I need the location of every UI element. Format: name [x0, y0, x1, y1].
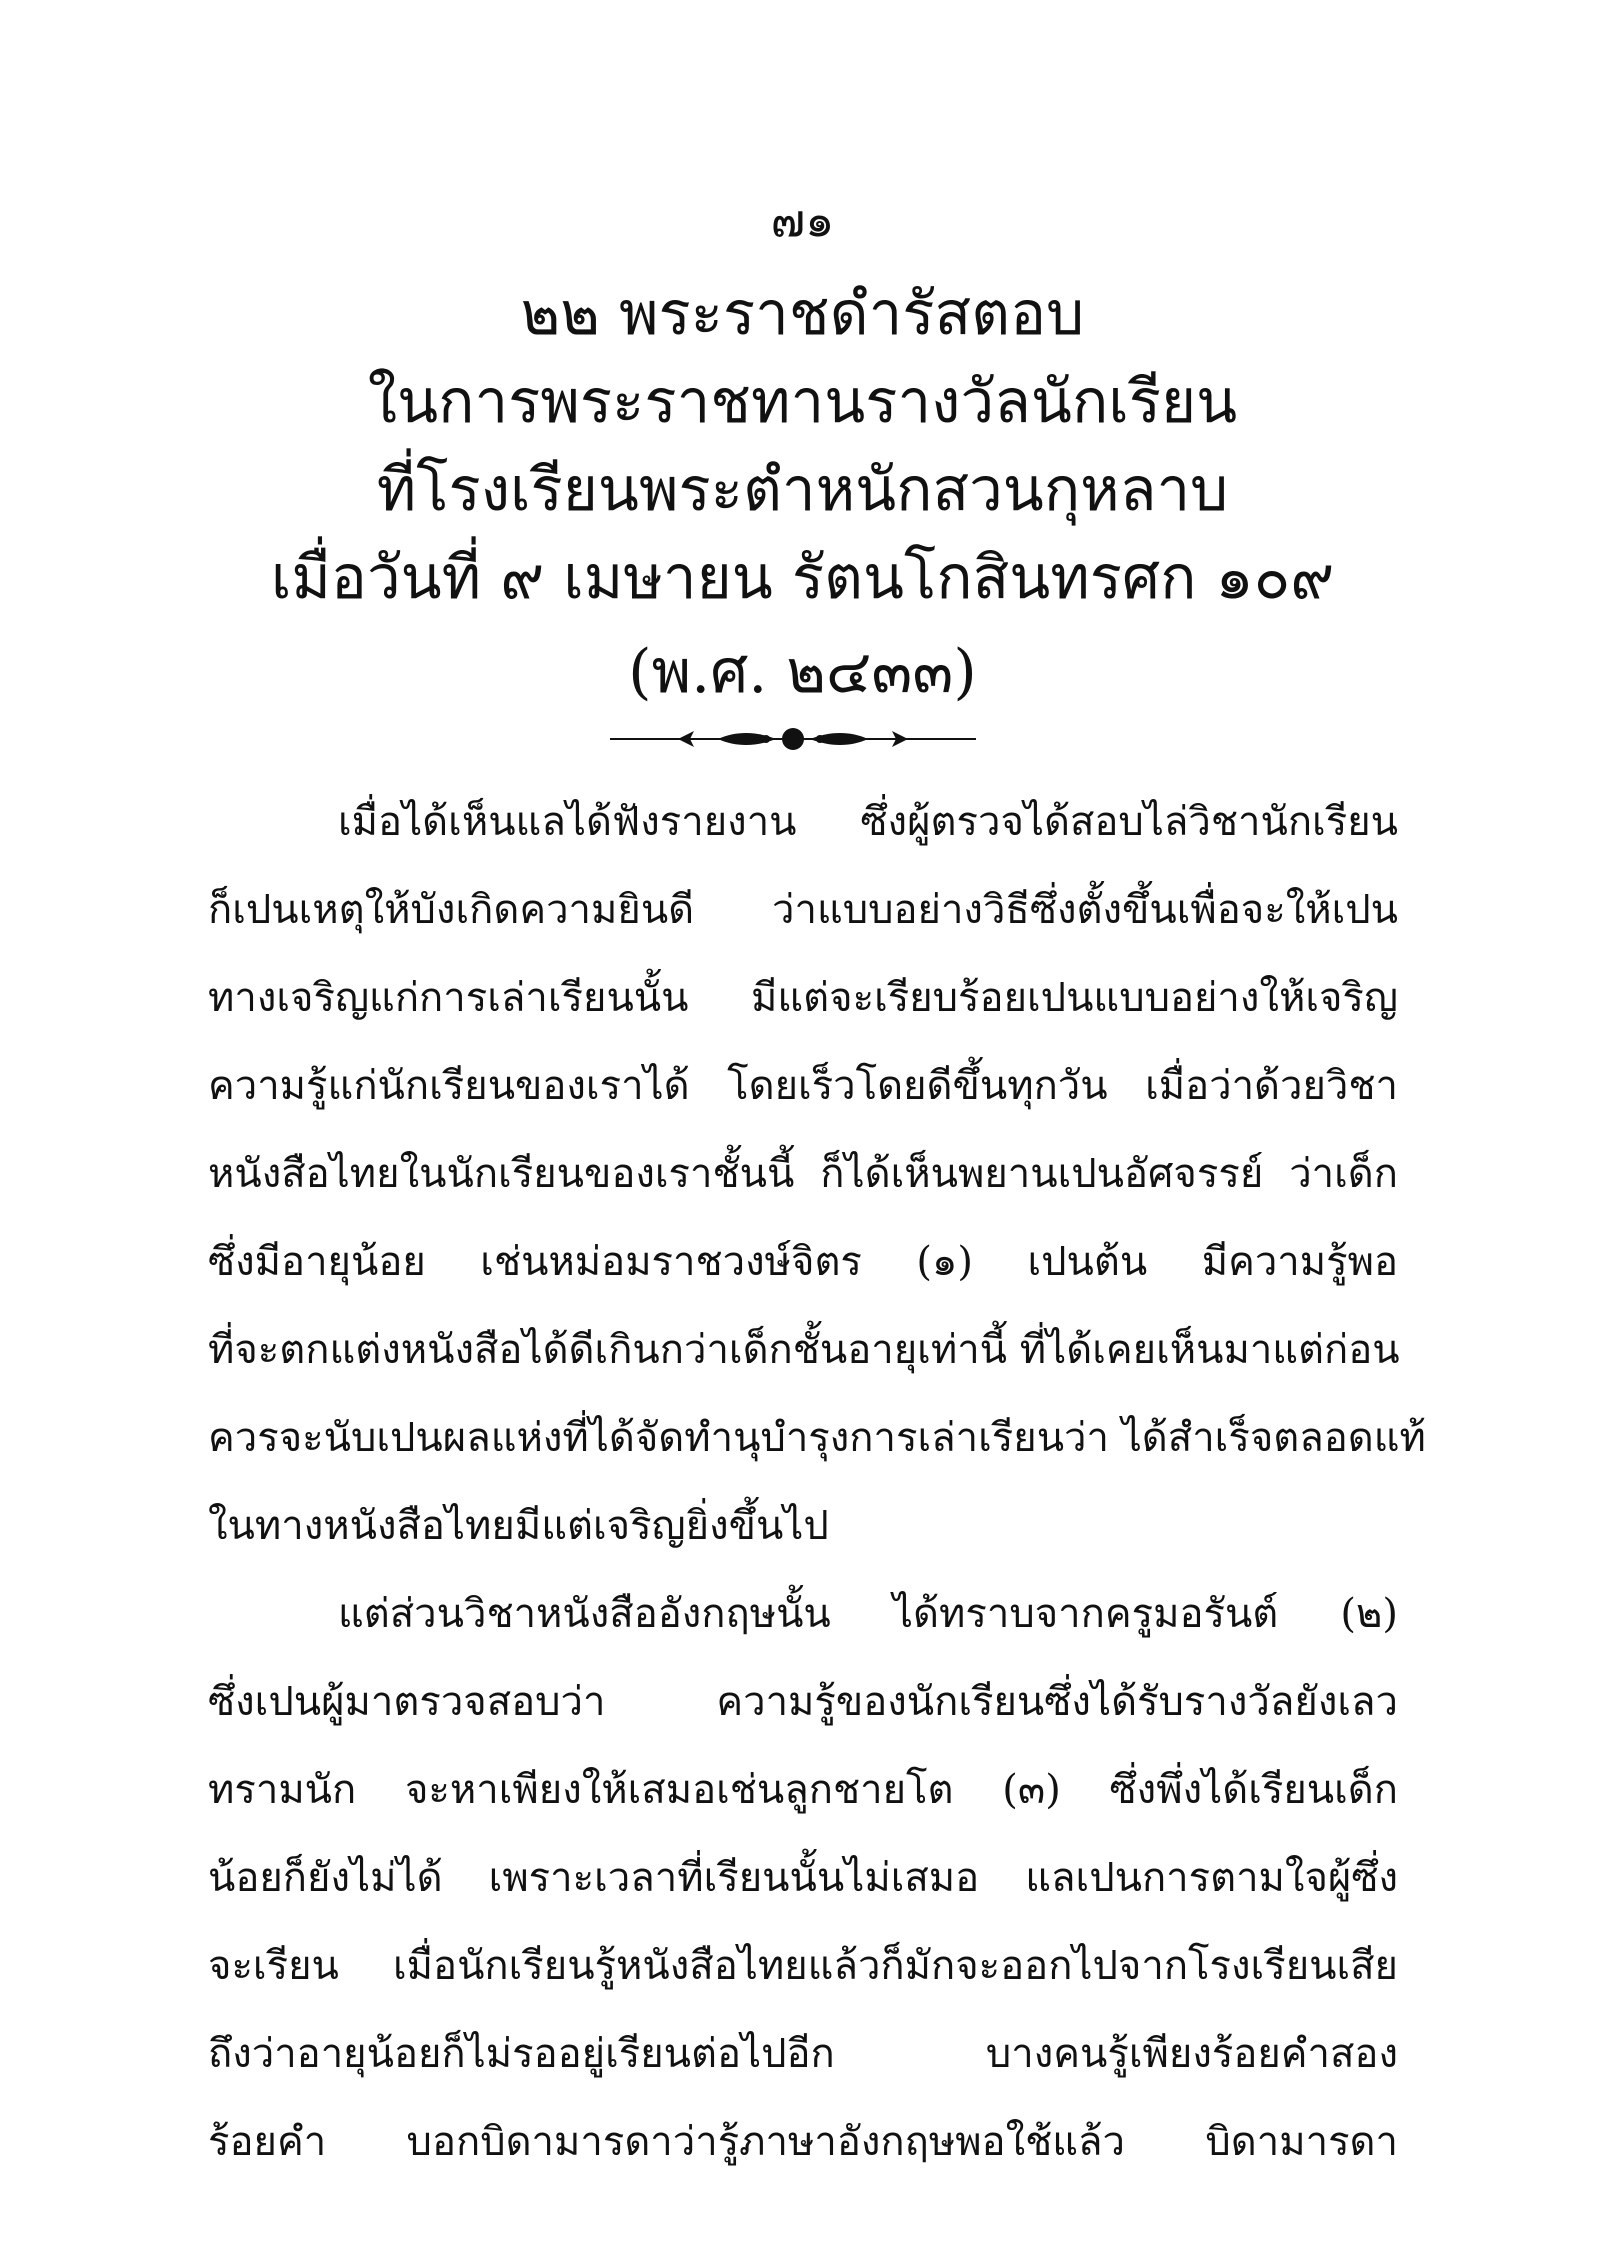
- text-line: ซึ่งมีอายุน้อย เช่นหม่อมราชวงษ์จิตร (๑) เปนต้น มีความรู้พอ: [208, 1239, 1398, 1285]
- title-block: [0, 270, 1605, 716]
- title-line-date: เมื่อวันที่ ๙ เมษายน รัตนโกสินทรศก ๑๐๙: [270, 543, 1335, 613]
- title-line-venue: ที่โรงเรียนพระตำหนักสวนกุหลาบ: [376, 455, 1229, 525]
- text-line: ควรจะนับเปนผลแห่งที่ได้จัดทำนุบำรุงการเล่าเรียนว่า ได้สำเร็จตลอดแท้: [208, 1415, 1426, 1461]
- text-line: ในทางหนังสือไทยมีแต่เจริญยิ่งขึ้นไป: [208, 1503, 829, 1549]
- title-line-occasion: ในการพระราชทานรางวัลนักเรียน: [367, 367, 1238, 437]
- page-number: ๗๑: [770, 193, 835, 247]
- text-line: ก็เปนเหตุให้บังเกิดความยินดี ว่าแบบอย่างวิธีซึ่งตั้งขึ้นเพื่อจะให้เปน: [208, 887, 1398, 933]
- text-line: แต่ส่วนวิชาหนังสืออังกฤษนั้น ได้ทราบจากครูมอรันต์ (๒): [338, 1591, 1398, 1637]
- text-line: ทางเจริญแก่การเล่าเรียนนั้น มีแต่จะเรียบร้อยเปนแบบอย่างให้เจริญ: [208, 975, 1398, 1021]
- text-line: ความรู้แก่นักเรียนของเราได้ โดยเร็วโดยดีขึ้นทุกวัน เมื่อว่าด้วยวิชา: [208, 1063, 1398, 1109]
- text-line: ที่จะตกแต่งหนังสือได้ดีเกินกว่าเด็กชั้นอายุเท่านี้ ที่ได้เคยเห็นมาแต่ก่อน: [208, 1327, 1400, 1373]
- text-line: น้อยก็ยังไม่ได้ เพราะเวลาที่เรียนนั้นไม่เสมอ แลเปนการตามใจผู้ซึ่ง: [208, 1855, 1398, 1901]
- text-line: ถึงว่าอายุน้อยก็ไม่รออยู่เรียนต่อไปอีก บางคนรู้เพียงร้อยคำสอง: [208, 2031, 1398, 2077]
- paragraph-thai-studies: [208, 778, 1426, 1570]
- text-line: จะเรียน เมื่อนักเรียนรู้หนังสือไทยแล้วก็มักจะออกไปจากโรงเรียนเสีย: [208, 1943, 1398, 1989]
- paragraph-english-studies: [208, 1570, 1398, 2186]
- text-line: เมื่อได้เห็นแลได้ฟังรายงาน ซึ่งผู้ตรวจได้สอบไล่วิชานักเรียน: [338, 799, 1398, 845]
- text-line: ซึ่งเปนผู้มาตรวจสอบว่า ความรู้ของนักเรียนซึ่งได้รับรางวัลยังเลว: [208, 1679, 1398, 1725]
- text-line: ร้อยคำ บอกบิดามารดาว่ารู้ภาษาอังกฤษพอใช้แล้ว บิดามารดา: [208, 2119, 1398, 2165]
- text-line: ทรามนัก จะหาเพียงให้เสมอเช่นลูกชายโต (๓) ซึ่งพึ่งได้เรียนเด็ก: [208, 1767, 1398, 1813]
- ornament-divider-icon: [608, 722, 978, 756]
- title-line-year: (พ.ศ. ๒๔๓๓): [628, 637, 977, 707]
- text-line: หนังสือไทยในนักเรียนของเราชั้นนี้ ก็ได้เห็นพยานเปนอัศจรรย์ ว่าเด็ก: [208, 1151, 1398, 1197]
- title-line-heading: ๒๒ พระราชดำรัสตอบ: [520, 279, 1085, 349]
- body-text: [208, 778, 1426, 2186]
